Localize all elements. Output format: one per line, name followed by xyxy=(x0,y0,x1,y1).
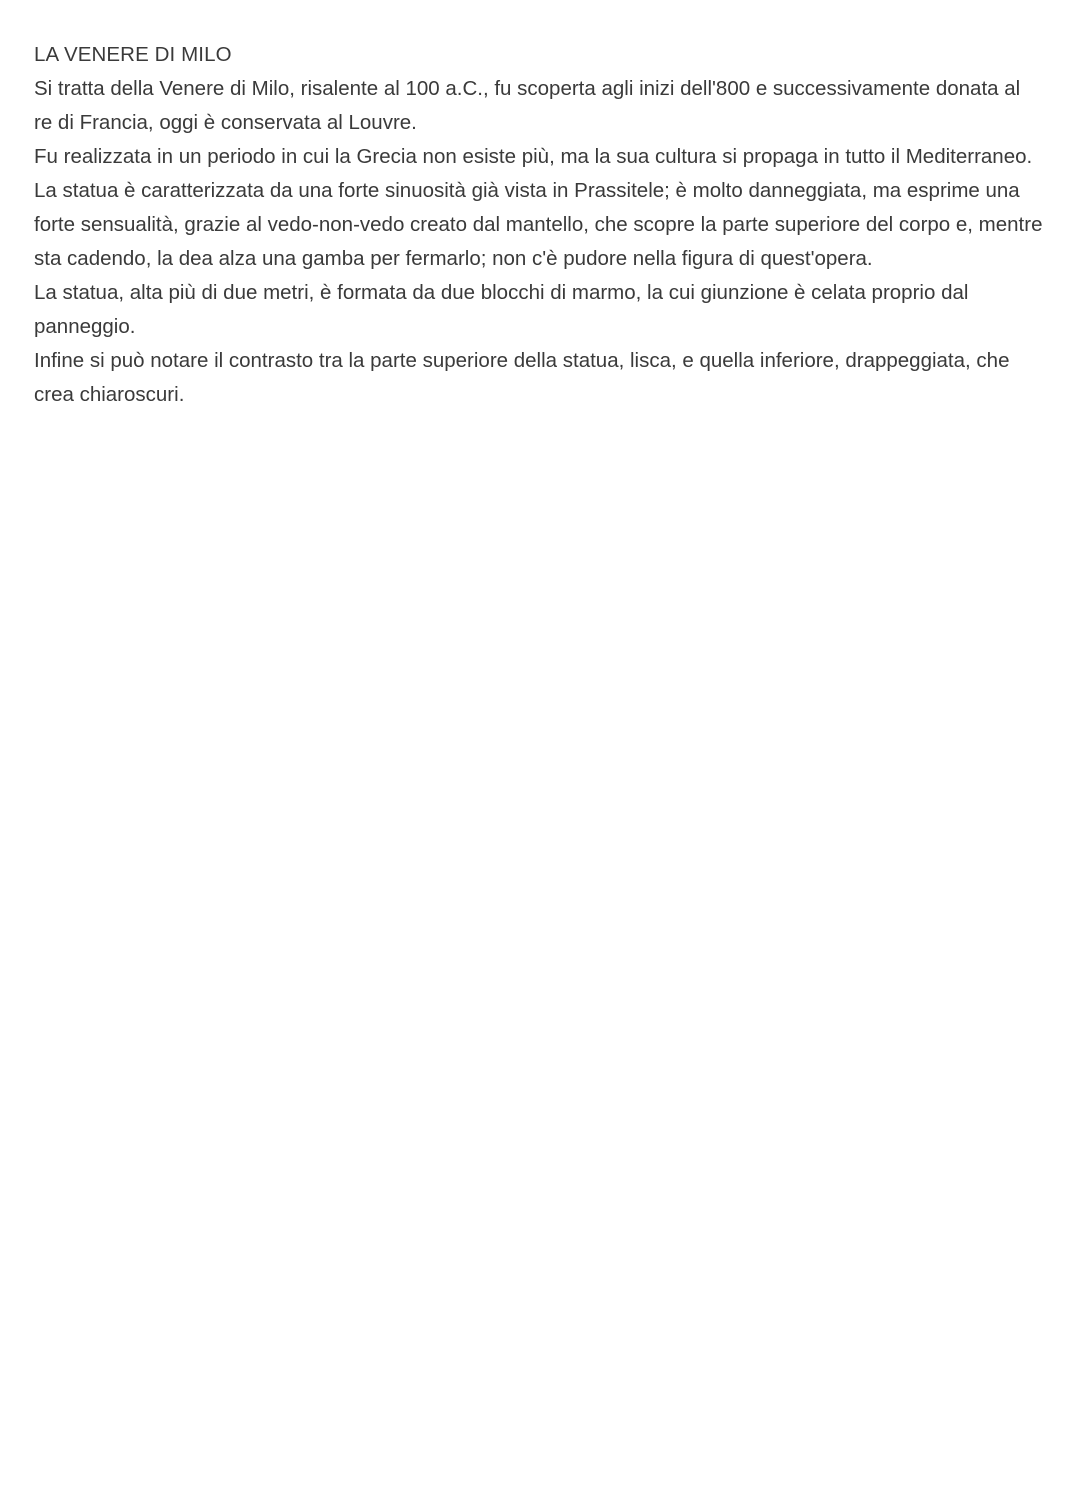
paragraph-discovery: Si tratta della Venere di Milo, risalente al 100 a.C., fu scoperta agli inizi dell'800 e successivamente donata al re di Francia, oggi è conservata al Louvre. xyxy=(34,77,1021,134)
paragraph-contrast: Infine si può notare il contrasto tra la parte superiore della statua, lisca, e quella inferiore, drappeggiata, che crea chiaroscuri. xyxy=(34,349,1010,406)
document-page xyxy=(34,38,1044,412)
paragraph-structure: La statua, alta più di due metri, è formata da due blocchi di marmo, la cui giunzione è celata proprio dal panneggio. xyxy=(34,281,969,338)
paragraph-period: Fu realizzata in un periodo in cui la Grecia non esiste più, ma la sua cultura si propaga in tutto il Mediterraneo. xyxy=(34,145,1033,168)
document-title: LA VENERE DI MILO xyxy=(34,43,232,66)
paragraph-description: La statua è caratterizzata da una forte sinuosità già vista in Prassitele; è molto danneggiata, ma esprime una forte sensualità, grazie al vedo-non-vedo creato dal mantello, che scopre la parte superiore del corpo e, mentre sta cadendo, la dea alza una gamba per fermarlo; non c'è pudore nella figura di quest'opera. xyxy=(34,179,1043,270)
